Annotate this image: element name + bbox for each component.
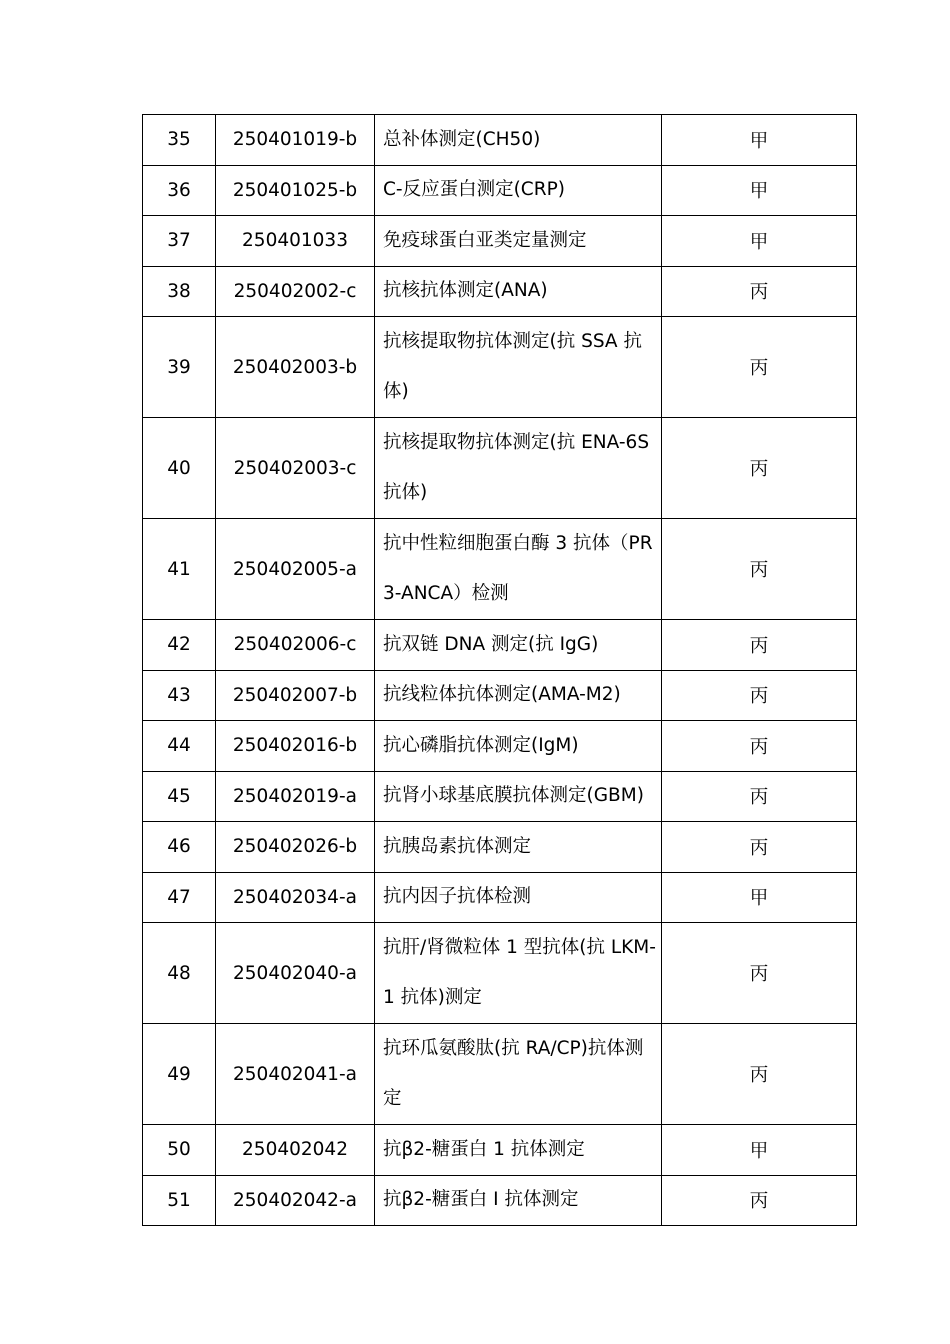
table-row — [143, 266, 857, 317]
item-code: 250402007-b — [216, 670, 375, 721]
item-class: 丙 — [662, 1024, 857, 1125]
table-row — [143, 620, 857, 671]
item-name: 抗核提取物抗体测定(抗 ENA-6S 抗体) — [383, 432, 650, 503]
item-code: 250402042 — [216, 1125, 375, 1176]
item-class: 丙 — [662, 923, 857, 1024]
table-row — [143, 670, 857, 721]
row-number: 36 — [143, 165, 216, 216]
row-number: 35 — [143, 115, 216, 166]
row-number: 40 — [143, 418, 216, 519]
fee-items-table — [142, 114, 857, 1226]
item-code: 250402040-a — [216, 923, 375, 1024]
item-name: 抗环瓜氨酸肽(抗 RA/CP)抗体测定 — [383, 1038, 644, 1109]
item-class: 甲 — [662, 115, 857, 166]
table-row — [143, 418, 857, 519]
item-name: 总补体测定(CH50) — [375, 115, 662, 166]
item-code: 250401025-b — [216, 165, 375, 216]
row-number: 44 — [143, 721, 216, 772]
item-code: 250402003-b — [216, 317, 375, 418]
item-code: 250402034-a — [216, 872, 375, 923]
item-class: 甲 — [662, 216, 857, 267]
item-code: 250402006-c — [216, 620, 375, 671]
row-number: 39 — [143, 317, 216, 418]
item-class: 甲 — [662, 872, 857, 923]
table-row — [143, 771, 857, 822]
item-code: 250402002-c — [216, 266, 375, 317]
item-code: 250402016-b — [216, 721, 375, 772]
item-name: 抗核提取物抗体测定(抗 SSA 抗体) — [383, 331, 642, 402]
item-class: 丙 — [662, 771, 857, 822]
row-number: 37 — [143, 216, 216, 267]
row-number: 45 — [143, 771, 216, 822]
item-name: 免疫球蛋白亚类定量测定 — [375, 216, 662, 267]
item-name: 抗双链 DNA 测定(抗 IgG) — [375, 620, 662, 671]
table-row — [143, 519, 857, 620]
row-number: 49 — [143, 1024, 216, 1125]
row-number: 48 — [143, 923, 216, 1024]
item-name: 抗内因子抗体检测 — [375, 872, 662, 923]
item-class: 甲 — [662, 1125, 857, 1176]
item-class: 丙 — [662, 670, 857, 721]
item-class: 甲 — [662, 165, 857, 216]
row-number: 43 — [143, 670, 216, 721]
table-row — [143, 115, 857, 166]
item-code: 250402026-b — [216, 822, 375, 873]
table-row — [143, 923, 857, 1024]
table-row — [143, 872, 857, 923]
row-number: 42 — [143, 620, 216, 671]
item-class: 丙 — [662, 266, 857, 317]
item-code: 250402019-a — [216, 771, 375, 822]
table-row — [143, 1024, 857, 1125]
item-class: 丙 — [662, 519, 857, 620]
item-name: 抗核抗体测定(ANA) — [375, 266, 662, 317]
item-name: 抗线粒体抗体测定(AMA-M2) — [375, 670, 662, 721]
item-code: 250401033 — [216, 216, 375, 267]
item-code: 250402042-a — [216, 1175, 375, 1226]
table-row — [143, 822, 857, 873]
item-class: 丙 — [662, 822, 857, 873]
table-row — [143, 1125, 857, 1176]
table-row — [143, 216, 857, 267]
item-name: 抗β2-糖蛋白 I 抗体测定 — [375, 1175, 662, 1226]
item-code: 250402003-c — [216, 418, 375, 519]
item-class: 丙 — [662, 418, 857, 519]
item-name: 抗中性粒细胞蛋白酶 3 抗体（PR3-ANCA）检测 — [383, 533, 653, 604]
row-number: 51 — [143, 1175, 216, 1226]
item-class: 丙 — [662, 1175, 857, 1226]
item-name: C-反应蛋白测定(CRP) — [375, 165, 662, 216]
item-name: 抗胰岛素抗体测定 — [375, 822, 662, 873]
item-class: 丙 — [662, 317, 857, 418]
row-number: 47 — [143, 872, 216, 923]
item-name: 抗肝/肾微粒体 1 型抗体(抗 LKM-1 抗体)测定 — [383, 937, 656, 1008]
item-name: 抗肾小球基底膜抗体测定(GBM) — [375, 771, 662, 822]
table-row — [143, 317, 857, 418]
table-row — [143, 1175, 857, 1226]
item-class: 丙 — [662, 721, 857, 772]
table-row — [143, 721, 857, 772]
item-code: 250402041-a — [216, 1024, 375, 1125]
row-number: 50 — [143, 1125, 216, 1176]
table-row — [143, 165, 857, 216]
row-number: 38 — [143, 266, 216, 317]
row-number: 46 — [143, 822, 216, 873]
item-class: 丙 — [662, 620, 857, 671]
row-number: 41 — [143, 519, 216, 620]
item-code: 250401019-b — [216, 115, 375, 166]
item-name: 抗心磷脂抗体测定(IgM) — [375, 721, 662, 772]
item-name: 抗β2-糖蛋白 1 抗体测定 — [375, 1125, 662, 1176]
item-code: 250402005-a — [216, 519, 375, 620]
